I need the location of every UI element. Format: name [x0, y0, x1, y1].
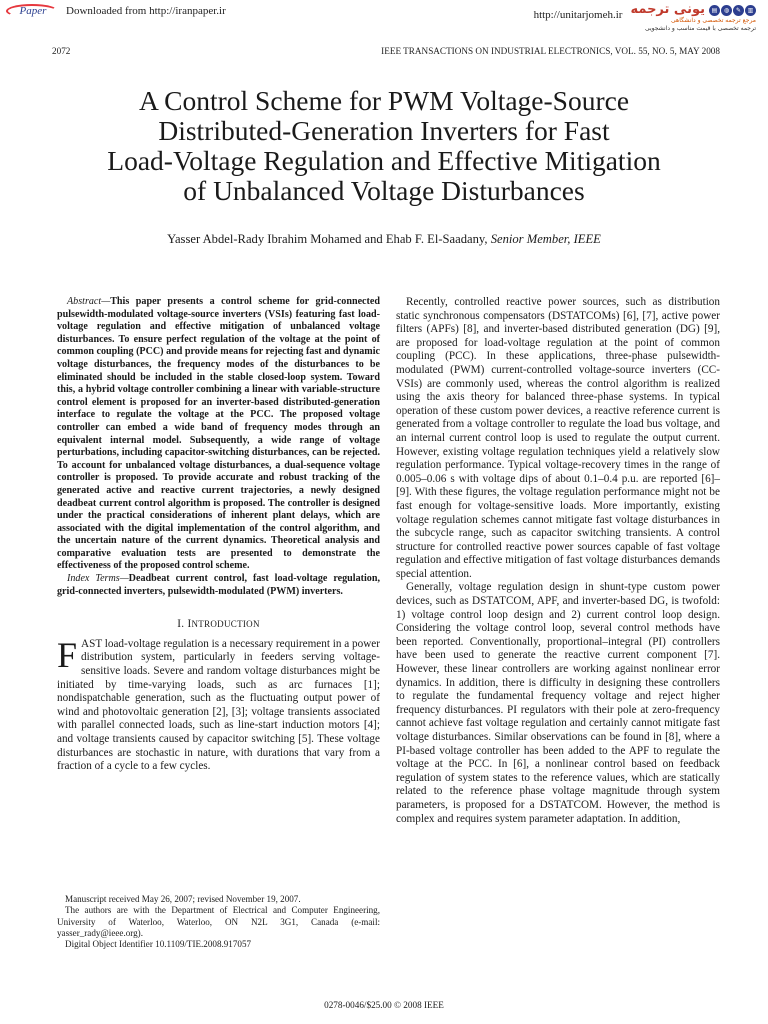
section-title-initial: I — [187, 618, 192, 631]
title-line: Distributed-Generation Inverters for Fast — [158, 115, 610, 146]
intro-text: AST load-voltage regulation is a necessary requirement in a power distribution system, particularly in feeders serving voltage-sensitive loads. Severe and random voltage disturbances might be initiated by time-varying loads, such as arc furnaces [1]; nondispatchable generation, such as the fluctuating output power of wind and photovoltaic generation [2], [3]; voltage transients associated with parallel connected loads, such as line-start induction motors [4]; and voltage transients caused by capacitor switching [5]. These voltage disturbances are stochastic in nature, with durations that vary from a fraction of a cycle to a few cycles. — [57, 637, 380, 773]
right-column — [396, 296, 720, 826]
footnote-received: Manuscript received May 26, 2007; revised November 19, 2007. — [65, 894, 301, 904]
unitarjomeh-subtagline: ترجمه تخصصی با قیمت مناسب و دانشجویی — [645, 25, 756, 32]
book-icon: ▥ — [745, 5, 756, 16]
footnotes — [57, 894, 380, 950]
index-terms-label: Index Terms— — [67, 573, 129, 585]
pen-icon: ✎ — [733, 5, 744, 16]
download-banner — [0, 0, 768, 44]
title-line: Load-Voltage Regulation and Effective Mitigation — [107, 145, 661, 176]
left-column — [57, 296, 380, 774]
title-line: A Control Scheme for PWM Voltage-Source — [138, 85, 630, 116]
journal-citation: IEEE TRANSACTIONS ON INDUSTRIAL ELECTRONICS, VOL. 55, NO. 5, MAY 2008 — [381, 46, 720, 56]
intro-paragraph — [57, 634, 380, 774]
body-paragraph: Recently, controlled reactive power sources, such as distribution static synchronous compensators (DSTATCOMs) [6], [7], active power filters (APFs) [8], and inverter-based distributed generation (DG) [9], are proposed for load-voltage regulation at the point of common coupling (PCC). In these applications, three-phase pulsewidth-modulated (PWM) current-controlled voltage-source inverters (CC-VSIs) are commonly used, whereas the control algorithm is realized using the axis theory for balanced three-phase systems. In typical operation of these custom power devices, a reactive reference current is generated from a voltage controller to regulate the load bus voltage, and an internal current control loop is used to regulate the output current. However, existing voltage regulation techniques yield a relatively slow regulation performance. Typical voltage-recovery times in the range of 0.005–0.06 s with voltage dips of about 0.1–0.4 p.u. are reported [6]–[9]. With these figures, the voltage regulation performance might not be fast enough for voltage-sensitive loads. More importantly, existing voltage regulation schemes cannot mitigate fast voltage disturbances in the subcycle range, such as capacitor switching transients. A control structure for controlled reactive power sources capable of fast voltage regulation and effective mitigation of fast voltage disturbances demands special attention. — [396, 296, 720, 580]
document-icon: ▤ — [709, 5, 720, 16]
footnote-doi: Digital Object Identifier 10.1109/TIE.2008.917057 — [65, 939, 252, 950]
unitarjomeh-tagline: مرجع ترجمه تخصصی و دانشگاهی — [671, 17, 756, 24]
logo-swirl-icon — [6, 4, 58, 18]
title-line: of Unbalanced Voltage Disturbances — [183, 175, 585, 206]
iranpaper-logo-text: Paper — [19, 5, 47, 17]
index-terms — [57, 573, 380, 598]
index-terms-text: Deadbeat current control, fast load-voltage regulation, grid-connected inverters, pulsewidth-modulated (PWM) inverters. — [57, 573, 380, 597]
unitarjomeh-logo[interactable] — [630, 3, 756, 33]
abstract-text: This paper presents a control scheme for grid-connected pulsewidth-modulated voltage-source inverters (VSIs) featuring fast load-voltage regulation and effective mitigation of unbalanced voltage disturbances. To ensure perfect regulation of the voltage at the point of common coupling (PCC) and provide means for rejecting fast and dynamic voltage disturbances, the frequency modes of the disturbances to be eliminated should be included in the stable closed-loop system. Toward this, a hybrid voltage controller combining a linear with variable-structure control element is proposed for an inverter-based distributed-generation interface to regulate the voltage at the PCC. The proposed voltage controller can embed a wide band of frequency modes through an equivalent internal model. Subsequently, a wide range of voltage perturbations, including capacitor-switching disturbances, can be rejected. To account for unbalanced voltage disturbances, a dual-sequence voltage controller is proposed. To provide accurate and robust tracking of the generated active and reactive current trajectories, a newly designed deadbeat current control algorithm is proposed. The controller is designed under the practical considerations of inherent plant delays, which are associated with the digital implementation of the control algorithm, and the uncertain nature of the current dynamics. Theoretical analysis and comparative evaluation tests are presented to demonstrate the effectiveness of the proposed control scheme. — [57, 296, 380, 572]
drop-cap: F — [57, 634, 78, 675]
abstract-label: Abstract— — [67, 296, 111, 307]
globe-icon: ◍ — [721, 5, 732, 16]
iranpaper-source — [6, 3, 226, 19]
downloaded-from-link[interactable]: Downloaded from http://iranpaper.ir — [66, 5, 226, 17]
iranpaper-logo[interactable] — [6, 3, 60, 19]
abstract — [57, 296, 380, 573]
paper-title — [40, 86, 728, 206]
unitarjomeh-name: یونی ترجمه — [630, 2, 705, 17]
unitarjomeh-icon-group — [709, 5, 756, 16]
section-heading-introduction — [57, 618, 380, 632]
unitarjomeh-source — [534, 3, 756, 33]
copyright-line: 0278-0046/$25.00 © 2008 IEEE — [324, 1000, 444, 1010]
section-numeral: I. — [177, 618, 185, 631]
author-names: Yasser Abdel-Rady Ibrahim Mohamed and Ehab F. El-Saadany, — [167, 232, 488, 246]
page-number: 2072 — [52, 46, 71, 56]
footnote-affiliation: The authors are with the Department of Electrical and Computer Engineering, University of Waterloo, Waterloo, ON N2L 3G1, Canada (e-mail: yasser_rady@ieee.org). — [57, 905, 380, 938]
author-line — [40, 232, 728, 247]
unitarjomeh-url-link[interactable]: http://unitarjomeh.ir — [533, 9, 623, 21]
body-paragraph: Generally, voltage regulation design in shunt-type custom power devices, such as DSTATCOM, APF, and inverter-based DG, is twofold: 1) voltage control loop design and 2) current control loop design. Considering the voltage control loop, several control methods have been reported. Conventionally, proportional–integral (PI) controllers have been used to generate the reactive current component [7]. However, these linear controllers are working against nonlinear error dynamics. In addition, there is difficulty in designing these controllers to regulate the fundamental frequency voltage and reject higher frequency disturbances. PI regulators with their pole at zero-frequency cannot achieve fast voltage regulation and certainly cannot mitigate fast voltage disturbances. Similar observations can be found in [8], where a PI-based voltage controller has been added to the APF to regulate the voltage at the PCC. In [6], a nonlinear control based on feedback regulation of system states to the reference values, which are statically related to the reference phase voltage magnitude through system parameters, is proposed for a DSTATCOM. However, the method is complex and requires system parameter adaptation. In addition, — [396, 581, 720, 825]
author-role: Senior Member, IEEE — [490, 232, 601, 246]
section-title-rest: NTRODUCTION — [191, 619, 260, 630]
